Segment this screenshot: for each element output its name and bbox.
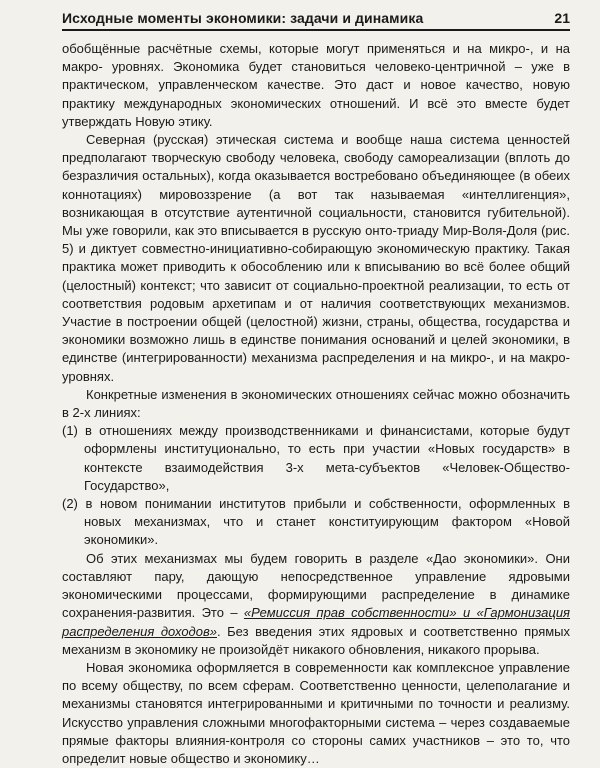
page-number: 21 [554,10,570,26]
page-body [62,40,570,768]
page-header [62,10,570,31]
paragraph-5: Новая экономика оформляется в современности как комплексное управление по всему обществу, по всем сферам. Соответственно ценности, целеполагание и механизмы становятся интегрированными и критичными по точности и реализму. Искусство управления сложными многофакторными система – через создаваемые прямые факторы влияния-контроля со стороны самих участников – это то, что определит новые общество и экономику… [62,659,570,766]
paragraph-3: Конкретные изменения в экономических отношениях сейчас можно обозначить в 2-х линиях: [62,386,570,421]
mechanisms-link[interactable]: «Ремиссия прав собственности» и «Гармонизация распределения доходов» [62,605,570,639]
list-item-2: (2) в новом понимании институтов прибыли и собственности, оформленных в новых механизмах, что и станет конституирующим фактором «Новой экономики». [62,496,570,548]
list-item-1: (1) в отношениях между производственниками и финансистами, которые будут оформлены институционально, то есть при участии «Новых государств» в контексте взаимодействия 3-х мета-субъектов «Человек-Общество-Государство», [62,423,570,493]
paragraph-4-end: . Без введения этих ядровых и соответственно прямых механизм в экономику не произойдёт никакого обновления, никакого прорыва. [62,623,571,657]
paragraph-2: Северная (русская) этическая система и вообще наша система ценностей предполагают творческую свободу человека, свободу самореализации (вплоть до безразличия остальных), когда оказывается востребовано объединяющее (в обеих коннотациях) мировоззрение (а вот так называемая «интеллигенция», возникающая в отсутствие аутентичной социальности, становится губительной). Мы уже говорили, как это вписывается в русскую онто-триаду Мир-Воля-Доля (рис. 5) и диктует совместно-инициативно-собирающую экономическую практику. Такая практика может приводить к обособлению или к вписыванию во всё более общий (целостный) контекст; что зависит от социально-проектной реализации, то есть от соответствия родовым архетипам и от наличия соответствующих механизмов. Участие в построении общей (целостной) жизни, страны, общества, государства и экономики возможно лишь в единстве понимания оснований и целей экономики, в единстве (интегрированности) механизма распределения и на микро-, и на макро- уровнях. [62,132,570,384]
paragraph-4-start: Об этих механизмах мы будем говорить в разделе «Дао экономики». Они составляют пару, дающую непосредственное управление ядровыми экономическими процессами, формирующими распределение в динамике сохранения-развития. Это – [62,550,570,621]
running-title: Исходные моменты экономики: задачи и динамика [62,10,424,26]
paragraph-1: обобщённые расчётные схемы, которые могут применяться и на микро-, и на макро- уровнях. Экономика будет становиться человеко-центричной – уже в практическом, управленческом качестве. Это даст и новое качество, новую практику международных экономических отношений. И всё это вместе будет утверждать Новую этику. [62,41,570,129]
paragraph-4 [62,550,570,659]
